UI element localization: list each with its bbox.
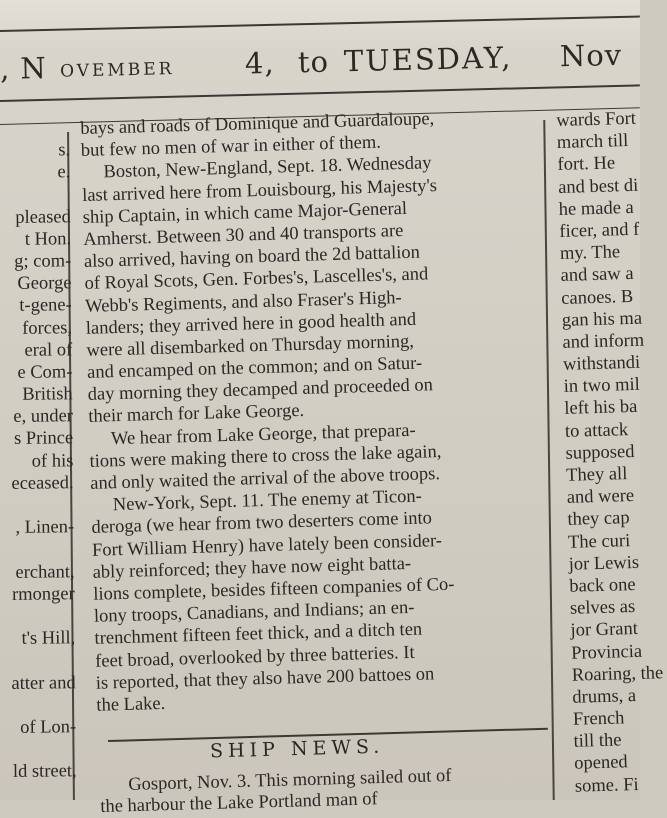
left-column-line xyxy=(5,605,89,628)
right-column-line: they cap xyxy=(567,508,630,531)
main-column-line: Amherst. Between 30 and 40 transports are xyxy=(83,220,404,250)
main-column-line: also arrived, having on board the 2d battalion xyxy=(83,242,421,273)
dateline-prefix: , N xyxy=(0,50,48,86)
right-column-line: back one xyxy=(569,574,636,597)
main-column-line: day morning they decamped and proceeded on xyxy=(87,375,434,406)
main-column-line: lions complete, besides fifteen companies of Co- xyxy=(93,574,455,605)
left-column-line: of Lon- xyxy=(20,717,77,738)
right-column-line: and inform xyxy=(562,330,645,353)
right-column-line: Roaring, the xyxy=(571,662,664,686)
right-column-line: wards Fort xyxy=(556,108,637,131)
main-column-line: New-York, Sept. 11. The enemy at Ticon- xyxy=(112,486,423,516)
ship-news-line-2: the harbour the Lake Portland man of xyxy=(100,789,378,817)
left-column-line: e Com- xyxy=(17,362,73,383)
main-column-line: landers; they arrived here in good health and xyxy=(85,309,417,339)
main-column-line: last arrived here from Louisbourg, his Majesty's xyxy=(81,175,438,206)
main-column-line: We hear from Lake George, that prepara- xyxy=(110,420,416,449)
right-column-line: They all xyxy=(565,464,628,486)
main-column-line: but few no men of war in either of them. xyxy=(80,132,382,162)
main-column-line: the Lake. xyxy=(96,693,166,716)
left-column-line: t Hon. xyxy=(24,229,72,250)
left-column-line xyxy=(4,494,88,517)
dateline-weekday: TUESDAY, xyxy=(343,40,513,79)
main-column-line: is reported, that they also have 200 battoes on xyxy=(95,664,435,694)
main-column-line: ship Captain, in which came Major-General xyxy=(82,198,408,228)
main-column-line: and encamped on the common; and on Satur- xyxy=(86,353,423,383)
right-column-line: in two mil xyxy=(563,375,641,398)
right-column-line: and saw a xyxy=(560,264,634,287)
right-column-line: supposed xyxy=(565,441,635,464)
main-column-line: tions were making there to cross the lake again, xyxy=(89,441,442,472)
left-column-line: rmonger xyxy=(11,583,75,605)
left-column-line: , Linen- xyxy=(15,517,75,539)
main-column-line: of Royal Scots, Gen. Forbes's, Lascelles's, and xyxy=(84,264,429,295)
left-column-line: e, under xyxy=(13,406,74,428)
right-column-line: left his ba xyxy=(564,397,638,420)
right-column-line: selves as xyxy=(569,597,636,619)
left-column-line: s Prince xyxy=(13,428,74,450)
dateline-trail: Nov xyxy=(559,37,623,74)
ship-news-heading: SHIP NEWS. xyxy=(209,735,385,763)
left-column-line: t-gene- xyxy=(19,295,72,317)
main-column-line: bays and roads of Dominique and Guardaloupe, xyxy=(80,109,435,139)
left-column-line: g; com- xyxy=(14,251,72,272)
dateline-to: to xyxy=(297,44,330,80)
left-column-line: s. xyxy=(58,140,71,161)
right-column-line: opened xyxy=(573,752,628,775)
right-column-line: till the xyxy=(573,730,622,752)
left-column-line: t's Hill, xyxy=(21,628,76,649)
right-column-line: march till xyxy=(556,131,629,154)
left-column-line xyxy=(0,183,84,206)
right-column-line: French xyxy=(572,708,625,730)
left-column-text xyxy=(0,139,91,783)
main-column-line: Fort William Henry) have lately been consider- xyxy=(91,530,443,561)
main-column-text xyxy=(80,105,567,717)
left-column-line xyxy=(5,649,89,672)
left-column-line: atter and xyxy=(11,672,76,694)
main-column-line: their march for Lake George. xyxy=(88,401,305,428)
right-column-line: ficer, and f xyxy=(559,219,640,242)
left-column-line xyxy=(6,694,90,717)
left-column-line xyxy=(4,538,88,561)
right-column-line: and best di xyxy=(557,175,639,198)
right-column-line: fort. He xyxy=(557,153,616,176)
main-column-line: lony troops, Canadians, and Indians; an en- xyxy=(93,597,415,627)
left-column-line: George xyxy=(17,273,72,294)
right-column-line: and were xyxy=(566,486,635,509)
right-column-line: jor Grant xyxy=(570,619,639,642)
right-column-line: withstandi xyxy=(562,352,641,375)
right-column-line: The curi xyxy=(567,530,631,553)
main-column-line: and only waited the arrival of the above troops. xyxy=(89,464,441,494)
main-column-line: Boston, New-England, Sept. 18. Wednesday xyxy=(103,153,432,183)
left-column-line: eral of xyxy=(24,339,73,361)
left-column-line: erchant, xyxy=(15,561,75,583)
left-column-line: of his xyxy=(31,450,74,472)
right-column-line: gan his ma xyxy=(561,308,643,331)
left-column-line: ld street, xyxy=(12,761,77,783)
right-column-line: jor Lewis xyxy=(568,552,640,575)
right-column-line: to attack xyxy=(564,419,629,442)
right-column-line: some. Fi xyxy=(574,774,639,797)
right-column-line: drums, a xyxy=(572,685,637,708)
right-column-text xyxy=(556,108,664,798)
left-column-line: pleased xyxy=(15,206,71,228)
left-column-line: e. xyxy=(57,162,71,183)
dateline-month: ovember xyxy=(59,52,175,83)
main-column-line: feet broad, overlooked by three batteries. It xyxy=(94,642,415,672)
main-column-line: Webb's Regiments, and also Fraser's High- xyxy=(84,287,402,317)
left-column-line xyxy=(6,738,90,761)
right-column-line: he made a xyxy=(558,197,635,220)
main-column-line: were all disembarked on Thursday morning, xyxy=(86,331,415,361)
left-column-line: British xyxy=(22,384,73,405)
main-column-line: trenchment fifteen feet thick, and a ditch ten xyxy=(94,619,423,650)
right-column-line: Provincia xyxy=(570,641,643,664)
right-column-line: my. The xyxy=(559,242,621,265)
main-column-line: ably reinforced; they have now eight batta- xyxy=(92,553,412,583)
left-column-line: eceased. xyxy=(11,473,74,494)
left-column-line: forces, xyxy=(22,317,73,339)
right-column-line: canoes. B xyxy=(560,286,634,309)
ship-news-line: Gosport, Nov. 3. This morning sailed out of xyxy=(128,765,452,795)
main-column-line: deroga (we hear from two deserters come into xyxy=(91,508,433,539)
dateline-day: 4, xyxy=(244,45,275,81)
